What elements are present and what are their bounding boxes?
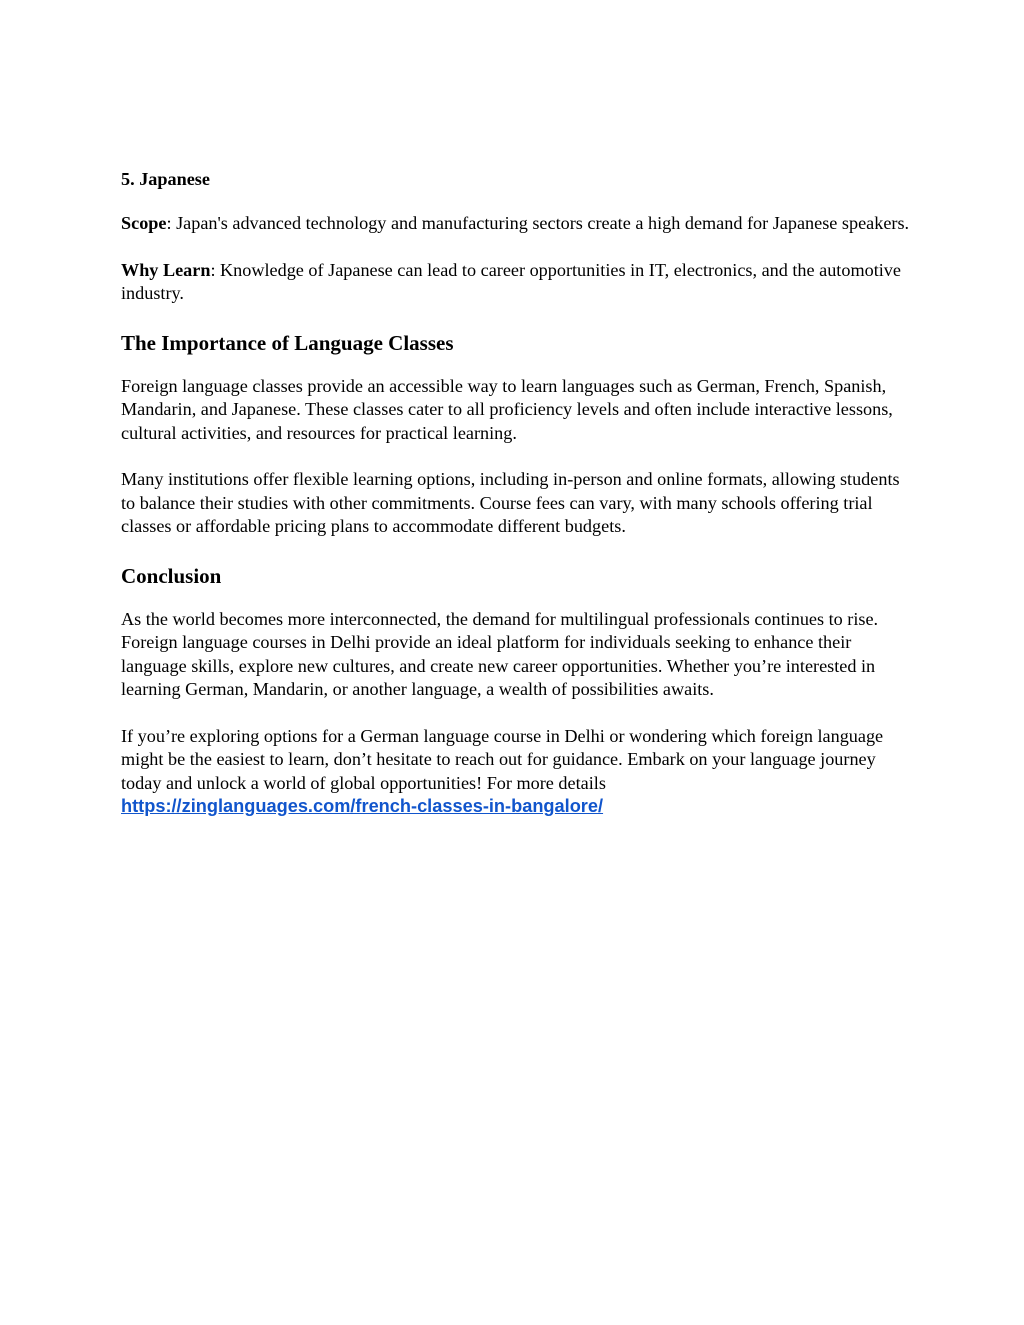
japanese-heading: 5. Japanese xyxy=(121,169,210,189)
scope-text: : Japan's advanced technology and manufacturing sectors create a high demand for Japanese speakers. xyxy=(166,213,910,233)
conclusion-paragraph-1: As the world becomes more interconnected, the demand for multilingual professionals continues to rise. Foreign language courses in Delhi provide an ideal platform for individuals seeking to enhance their language skills, explore new cultures, and create new career opportunities. Whether you’re interested in learning German, Mandarin, or another language, a wealth of possibilities awaits. xyxy=(121,608,879,699)
importance-paragraph-2: Many institutions offer flexible learning options, including in-person and online formats, allowing students to balance their studies with other commitments. Course fees can vary, with many schools offering trial classes or affordable pricing plans to accommodate different budgets. xyxy=(121,469,900,536)
conclusion-paragraph-2 xyxy=(121,725,911,819)
importance-heading: The Importance of Language Classes xyxy=(121,330,454,355)
why-learn-label: Why Learn xyxy=(121,259,211,280)
scope-label: Scope xyxy=(121,213,167,233)
conclusion-heading: Conclusion xyxy=(121,563,222,588)
more-details-link[interactable]: https://zinglanguages.com/french-classes-in-bangalore/ xyxy=(121,796,604,816)
conclusion-paragraph-2-text: If you’re exploring options for a German language course in Delhi or wondering which foreign language might be the easiest to learn, don’t hesitate to reach out for guidance. Embark on your language journey today and unlock a world of global opportunities! For more details xyxy=(121,725,884,793)
why-learn-paragraph xyxy=(121,259,911,306)
importance-paragraph-1: Foreign language classes provide an accessible way to learn languages such as German, French, Spanish, Mandarin, and Japanese. These classes cater to all proficiency levels and often include interactive lessons, cultural activities, and resources for practical learning. xyxy=(121,375,893,443)
scope-paragraph xyxy=(121,212,911,236)
document-page xyxy=(121,166,911,819)
why-learn-text: : Knowledge of Japanese can lead to career opportunities in IT, electronics, and the automotive industry. xyxy=(121,259,901,303)
